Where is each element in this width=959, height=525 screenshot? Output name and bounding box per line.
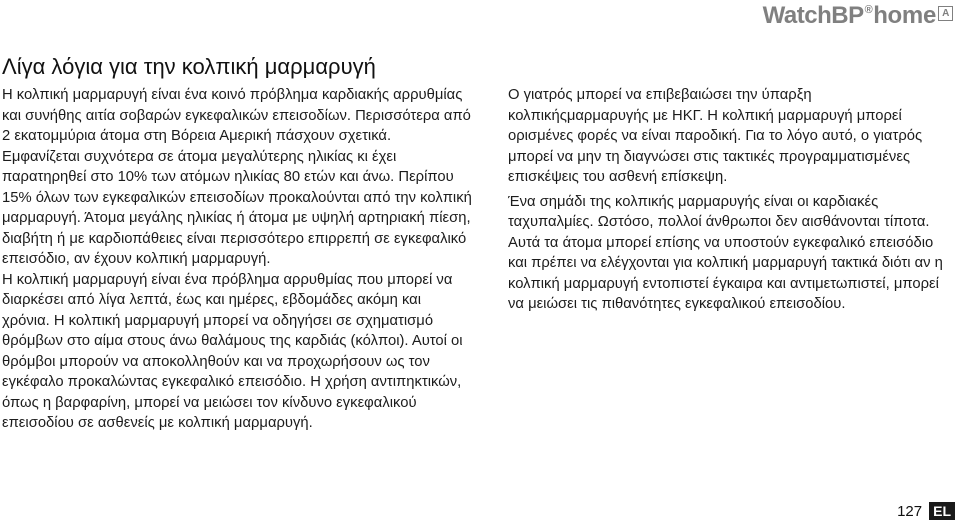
logo-watch-text: Watch xyxy=(762,2,832,29)
section-title: Λίγα λόγια για την κολπική μαρμαρυγή xyxy=(2,54,376,79)
page-footer xyxy=(897,502,955,520)
left-paragraph-1: Η κολπική μαρμαρυγή είναι ένα κοινό πρόβλημα καρδιακής αρρυθμίας και συνήθης αιτία σοβαρών εγκεφαλικών επεισοδίων. Περισσότερα από 2 εκατομμύρια άτομα στη Βόρεια Αμερική πάσχουν σχετικά. Εμφανίζεται συχνότερα σε άτομα μεγαλύτερης ηλικίας κι έχει παρατηρηθεί στο 10% των ατόμων ηλικίας 80 ετών και άνω. Περίπου 15% όλων των εγκεφαλικών επεισοδίων προκαλούνται από την κολπική μαρμαρυγή. Άτομα μεγάλης ηλικίας ή άτομα με υψηλή αρτηριακή πίεση, διαβήτη ή με καρδιοπάθειες είναι περισσότερο επιρρεπή σε εγκεφαλικό επεισόδιο, αν έχουν κολπική μαρμαρυγή. xyxy=(2,87,472,267)
logo-bp-text: BP xyxy=(831,2,864,29)
logo-registered-mark: ® xyxy=(864,4,873,16)
logo-home-text: home xyxy=(873,2,936,29)
language-badge: EL xyxy=(929,502,955,520)
right-paragraph-2: Ένα σημάδι της κολπικής μαρμαρυγής είναι οι καρδιακές ταχυπαλμίες. Ωστόσο, πολλοί άνθρωποι δεν αισθάνονται τίποτα. Αυτά τα άτομα μπορεί επίσης να υποστούν εγκεφαλικό επεισόδιο και πρέπει να ελέγχονται για κολπική μαρμαρυγή τακτικά διότι αν η κολπική μαρμαρυγή εντοπιστεί έγκαιρα και αντιμετωπιστεί, μπορεί να μειώσει τις πιθανότητες εγκεφαλικού επεισοδίου. xyxy=(508,193,943,312)
left-column xyxy=(2,85,472,434)
logo-a-badge: A xyxy=(938,6,953,21)
watchbp-home-logo xyxy=(763,4,953,28)
left-paragraph-2: Η κολπική μαρμαρυγή είναι ένα πρόβλημα αρρυθμίας που μπορεί να διαρκέσει από λίγα λεπτά, έως και ημέρες, εβδομάδες ακόμη και χρόνια. Η κολπική μαρμαρυγή μπορεί να οδηγήσει σε σχηματισμό θρόμβων στο αίμα στους άνω θαλάμους της καρδιάς (κόλποι). Αυτοί οι θρόμβοι μπορούν να αποκολληθούν και να προχωρήσουν ως τον εγκέφαλο προκαλώντας εγκεφαλικό επεισόδιο. Η χρήση αντιπηκτικών, όπως η βαρφαρίνη, μπορεί να μειώσει τον κίνδυνο εγκεφαλικού επεισοδίου σε ασθενείς με κολπική μαρμαρυγή. xyxy=(2,271,463,431)
right-column xyxy=(508,85,948,315)
right-paragraph-1: Ο γιατρός μπορεί να επιβεβαιώσει την ύπαρξη κολπικήςμαρμαρυγής με ΗΚΓ. Η κολπική μαρμαρυγή μπορεί ορισμένες φορές να είναι παροδική. Για το λόγο αυτό, ο γιατρός μπορεί να μην τη διαγνώσει στις τακτικές προγραμματισμένες επισκέψεις του ασθενή επίσκεψη. xyxy=(508,87,923,185)
page-number: 127 xyxy=(897,502,923,520)
